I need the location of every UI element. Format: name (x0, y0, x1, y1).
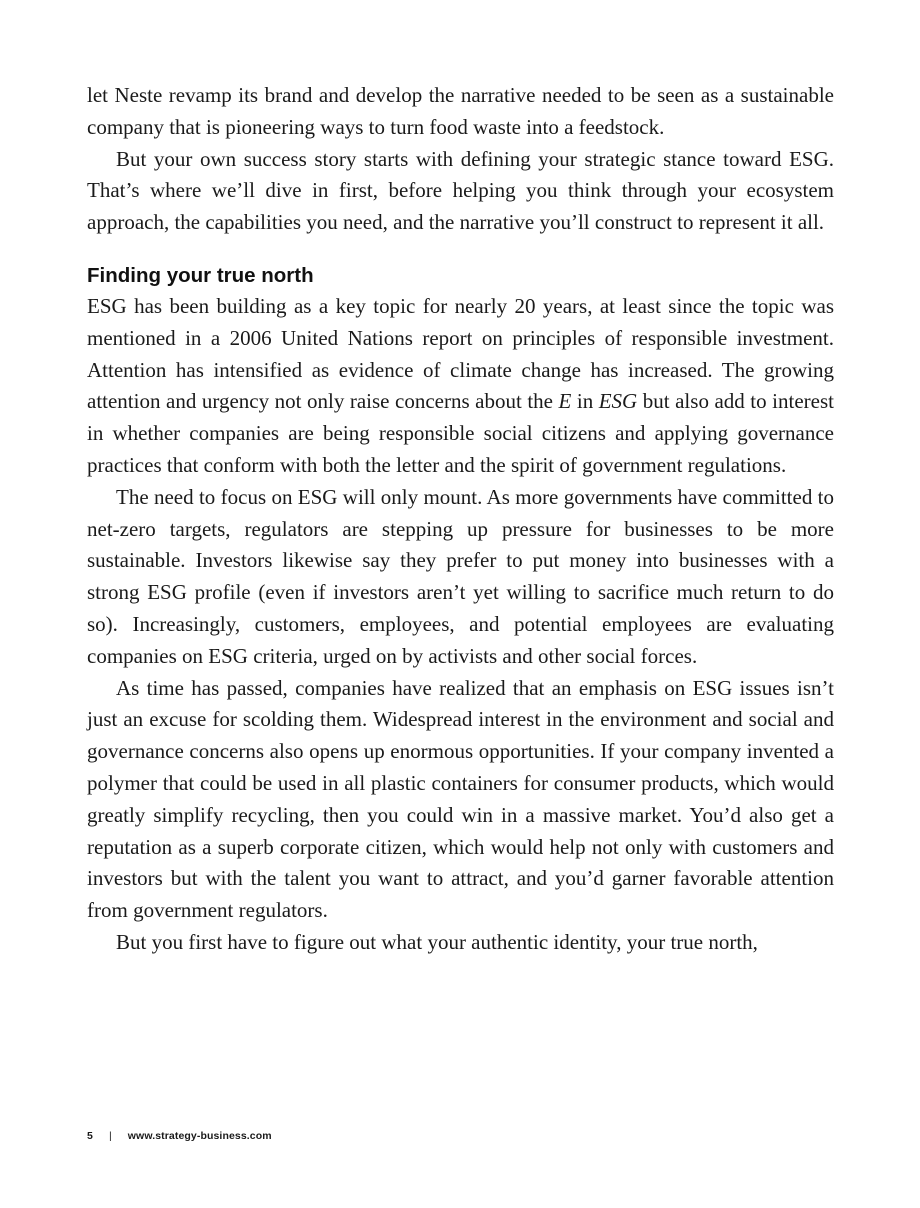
section-heading: Finding your true north (87, 263, 314, 287)
paragraph-success-story: But your own success story starts with defining your strategic stance toward ESG. That’s where we’ll dive in first, before helping you think through your ecosystem approach, the capabilities you need, and the narrative you’ll construct to represent it all. (87, 146, 834, 235)
italic-esg: ESG (598, 389, 638, 414)
italic-e: E (558, 389, 572, 414)
paragraph-opportunities: As time has passed, companies have realized that an emphasis on ESG issues isn’t just an excuse for scolding them. Widespread interest in the environment and social and governance concerns also opens up enormous opportunities. If your company invented a polymer that could be used in all plastic containers for consumer products, which would greatly simplify recycling, then you could win in a massive market. You’d also get a reputation as a superb corporate citizen, which would help not only with customers and investors but with the talent you want to attract, and you’d garner favorable attention from government regulators. (87, 675, 834, 923)
section-spacer (87, 239, 834, 261)
page-body (87, 80, 834, 959)
paragraph-neste: let Neste revamp its brand and develop the narrative needed to be seen as a sustainable company that is pioneering ways to turn food waste into a feedstock. (87, 83, 834, 139)
paragraph-esg-history-part-c: but also add to interest in whether companies are being responsible social citizens and applying governance practices that conform with both the letter and the spirit of government regulations. (87, 389, 834, 477)
paragraph-esg-history (87, 291, 834, 482)
paragraph-esg-history-part-b: in (571, 389, 599, 414)
footer-url-link[interactable]: www.strategy-business.com (127, 1130, 272, 1142)
page-footer (87, 1130, 272, 1142)
paragraph-true-north: But you first have to figure out what your authentic identity, your true north, (116, 929, 758, 954)
paragraph-esg-history-part-a: ESG has been building as a key topic for nearly 20 years, at least since the topic was mentioned in a 2006 United Nations report on principles of responsible investment. Attention has intensified as evidence of climate change has increased. The growing attention and urgency not only raise concerns about the (87, 293, 834, 414)
paragraph-esg-mount: The need to focus on ESG will only mount. As more governments have committed to net-zero targets, regulators are stepping up pressure for businesses to be more sustainable. Investors likewise say they prefer to put money into businesses with a strong ESG profile (even if investors aren’t yet willing to sacrifice much return to do so). Increasingly, customers, employees, and potential employees are evaluating companies on ESG criteria, urged on by activists and other social forces. (87, 484, 834, 668)
page-number: 5 (87, 1130, 93, 1142)
footer-separator: | (108, 1130, 112, 1142)
